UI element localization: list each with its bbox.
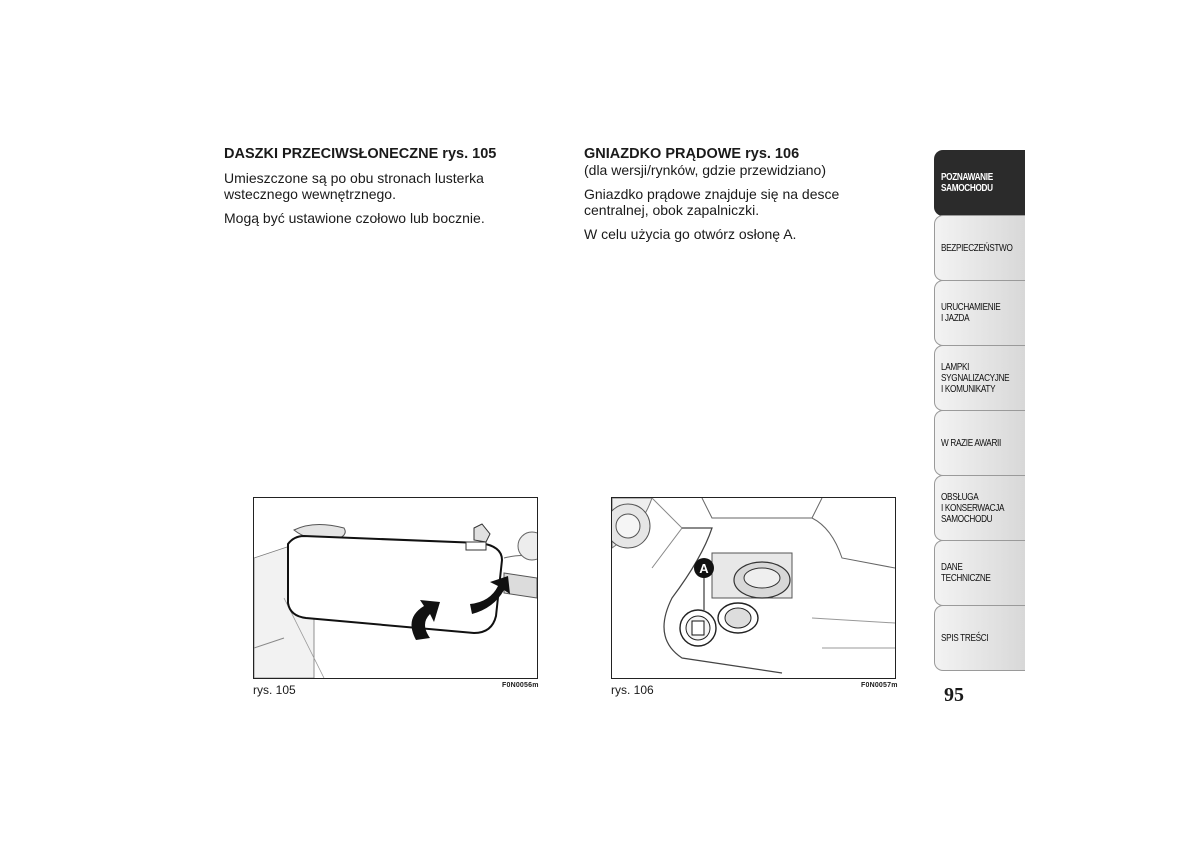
tab-label: W RAZIE AWARII [941,437,1001,449]
left-section [224,146,554,226]
tab-uruchamienie-i-jazda[interactable] [934,280,1025,346]
socket-cover-label: A [699,561,709,576]
power-socket-illustration [612,498,895,678]
tab-spis-tresci[interactable] [934,605,1025,671]
sun-visor-heading: DASZKI PRZECIWSŁONECZNE rys. 105 [224,146,497,162]
figure-106-code: F0N0057m [861,682,898,689]
figure-sun-visor [253,497,538,679]
sun-visor-para-1: Umieszczone są po obu stronach lusterka wstecznego wewnętrznego. [224,170,484,202]
sun-visor-illustration [254,498,537,678]
tab-label: DANE TECHNICZNE [941,562,991,584]
tab-lampki-sygnalizacyjne[interactable] [934,345,1025,411]
tab-w-razie-awarii[interactable] [934,410,1025,476]
side-tabs [934,150,1026,670]
tab-poznawanie-samochodu[interactable] [934,150,1025,216]
sun-visor-para-2: Mogą być ustawione czołowo lub bocznie. [224,210,485,226]
power-socket-para-2: W celu użycia go otwórz osłonę A. [584,226,797,242]
tab-bezpieczenstwo[interactable] [934,215,1025,281]
figure-power-socket [611,497,896,679]
power-socket-heading: GNIAZDKO PRĄDOWE rys. 106 [584,146,800,162]
tab-label: POZNAWANIE SAMOCHODU [941,172,993,194]
tab-dane-techniczne[interactable] [934,540,1025,606]
tab-label: LAMPKI SYGNALIZACYJNE I KOMUNIKATY [941,361,1010,395]
figure-105-code: F0N0056m [502,682,539,689]
page-number: 95 [944,684,964,706]
tab-label: SPIS TREŚCI [941,632,989,644]
power-socket-subheading: (dla wersji/rynków, gdzie przewidziano) [584,162,826,178]
figure-105-caption: rys. 105 [253,683,296,697]
tab-label: OBSŁUGA I KONSERWACJA SAMOCHODU [941,491,1005,525]
power-socket-para-1: Gniazdko prądowe znajduje się na desce centralnej, obok zapalniczki. [584,186,840,218]
tab-label: BEZPIECZEŃSTWO [941,242,1013,254]
figure-106-caption: rys. 106 [611,683,654,697]
right-section [584,146,904,242]
tab-label: URUCHAMIENIE I JAZDA [941,302,1001,324]
tab-obsluga-i-konserwacja[interactable] [934,475,1025,541]
